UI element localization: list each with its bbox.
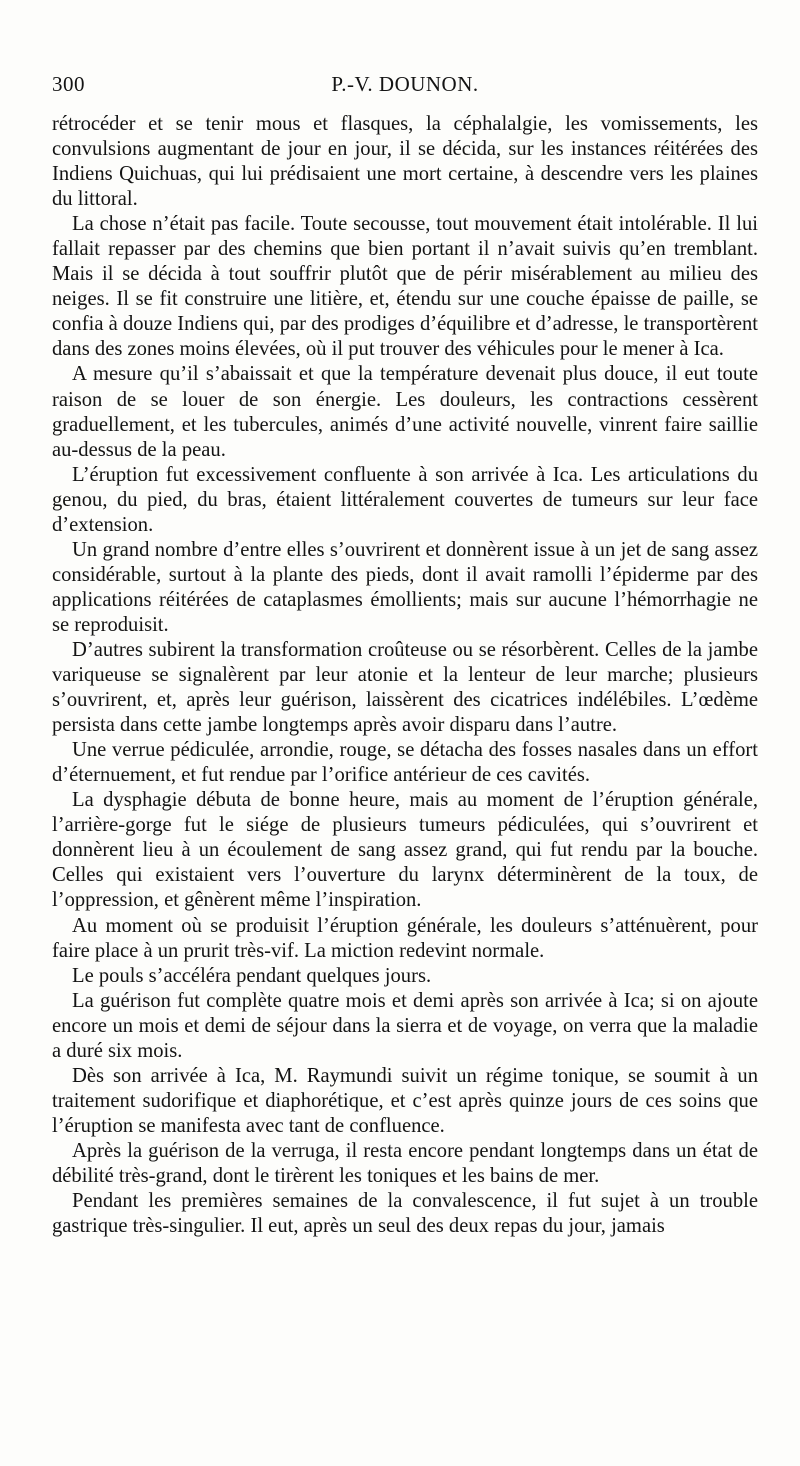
paragraph: La chose n’était pas facile. Toute secousse, tout mouvement était intolérable. Il lui fallait repasser par des chemins que bien portant il n’avait suivis qu’en tremblant. Mais il se décida à tout souffrir plutôt que de périr misérablement au milieu des neiges. Il se fit construire une litière, et, étendu sur une couche épaisse de paille, se confia à douze Indiens qui, par des prodiges d’équilibre et d’adresse, le transportèrent dans des zones moins élevées, où il put trouver des véhicules pour le mener à Ica. (52, 213, 758, 361)
paragraph: Dès son arrivée à Ica, M. Raymundi suivit un régime tonique, se soumit à un traitement sudorifique et diaphorétique, et c’est après quinze jours de ces soins que l’éruption se manifesta avec tant de confluence. (52, 1064, 758, 1137)
body-text (52, 112, 758, 1239)
page-number: 300 (52, 72, 85, 96)
running-head (52, 72, 758, 102)
paragraph: Un grand nombre d’entre elles s’ouvrirent et donnèrent issue à un jet de sang assez considérable, surtout à la plante des pieds, dont il avait ramolli l’épiderme par des applications réitérées de cataplasmes émollients; mais sur aucune l’hémorrhagie ne se reproduisit. (52, 538, 758, 636)
paragraph: Au moment où se produisit l’éruption générale, les douleurs s’atténuèrent, pour faire place à un prurit très-vif. La miction redevint normale. (52, 914, 758, 962)
paragraph: Pendant les premières semaines de la convalescence, il fut sujet à un trouble gastrique très-singulier. Il eut, après un seul des deux repas du jour, jamais (52, 1190, 758, 1238)
paragraph: La guérison fut complète quatre mois et demi après son arrivée à Ica; si on ajoute encore un mois et demi de séjour dans la sierra et de voyage, on verra que la maladie a duré six mois. (52, 989, 758, 1062)
paragraph: Une verrue pédiculée, arrondie, rouge, se détacha des fosses nasales dans un effort d’éternuement, et fut rendue par l’orifice antérieur de ces cavités. (52, 739, 758, 787)
running-title: P.-V. DOUNON. (331, 72, 479, 96)
paragraph: Le pouls s’accéléra pendant quelques jours. (72, 964, 432, 987)
paragraph: Après la guérison de la verruga, il resta encore pendant longtemps dans un état de débilité très-grand, dont le tirèrent les toniques et les bains de mer. (52, 1139, 758, 1187)
paragraph: rétrocéder et se tenir mous et flasques, la céphalalgie, les vomissements, les convulsions augmentant de jour en jour, il se décida, sur les instances réitérées des Indiens Quichuas, qui lui prédisaient une mort certaine, à descendre vers les plaines du littoral. (52, 113, 758, 211)
paragraph: L’éruption fut excessivement confluente à son arrivée à Ica. Les articulations du genou, du pied, du bras, étaient littéralement couvertes de tumeurs sur leur face d’extension. (52, 463, 758, 536)
paragraph: A mesure qu’il s’abaissait et que la température devenait plus douce, il eut toute raison de se louer de son énergie. Les douleurs, les contractions cessèrent graduellement, et les tubercules, animés d’une activité nouvelle, vinrent faire saillie au-dessus de la peau. (52, 363, 758, 461)
paragraph: La dysphagie débuta de bonne heure, mais au moment de l’éruption générale, l’arrière-gorge fut le siége de plusieurs tumeurs pédiculées, qui s’ouvrirent et donnèrent lieu à un écoulement de sang assez grand, qui fut rendu par la bouche. Celles qui existaient vers l’ouverture du larynx déterminèrent de la toux, de l’oppression, et gênèrent même l’inspiration. (52, 789, 758, 912)
paragraph: D’autres subirent la transformation croûteuse ou se résorbèrent. Celles de la jambe variqueuse se signalèrent par leur atonie et la lenteur de leur marche; plusieurs s’ouvrirent, et, après leur guérison, laissèrent des cicatrices indélébiles. L’œdème persista dans cette jambe longtemps après avoir disparu dans l’autre. (52, 638, 758, 737)
